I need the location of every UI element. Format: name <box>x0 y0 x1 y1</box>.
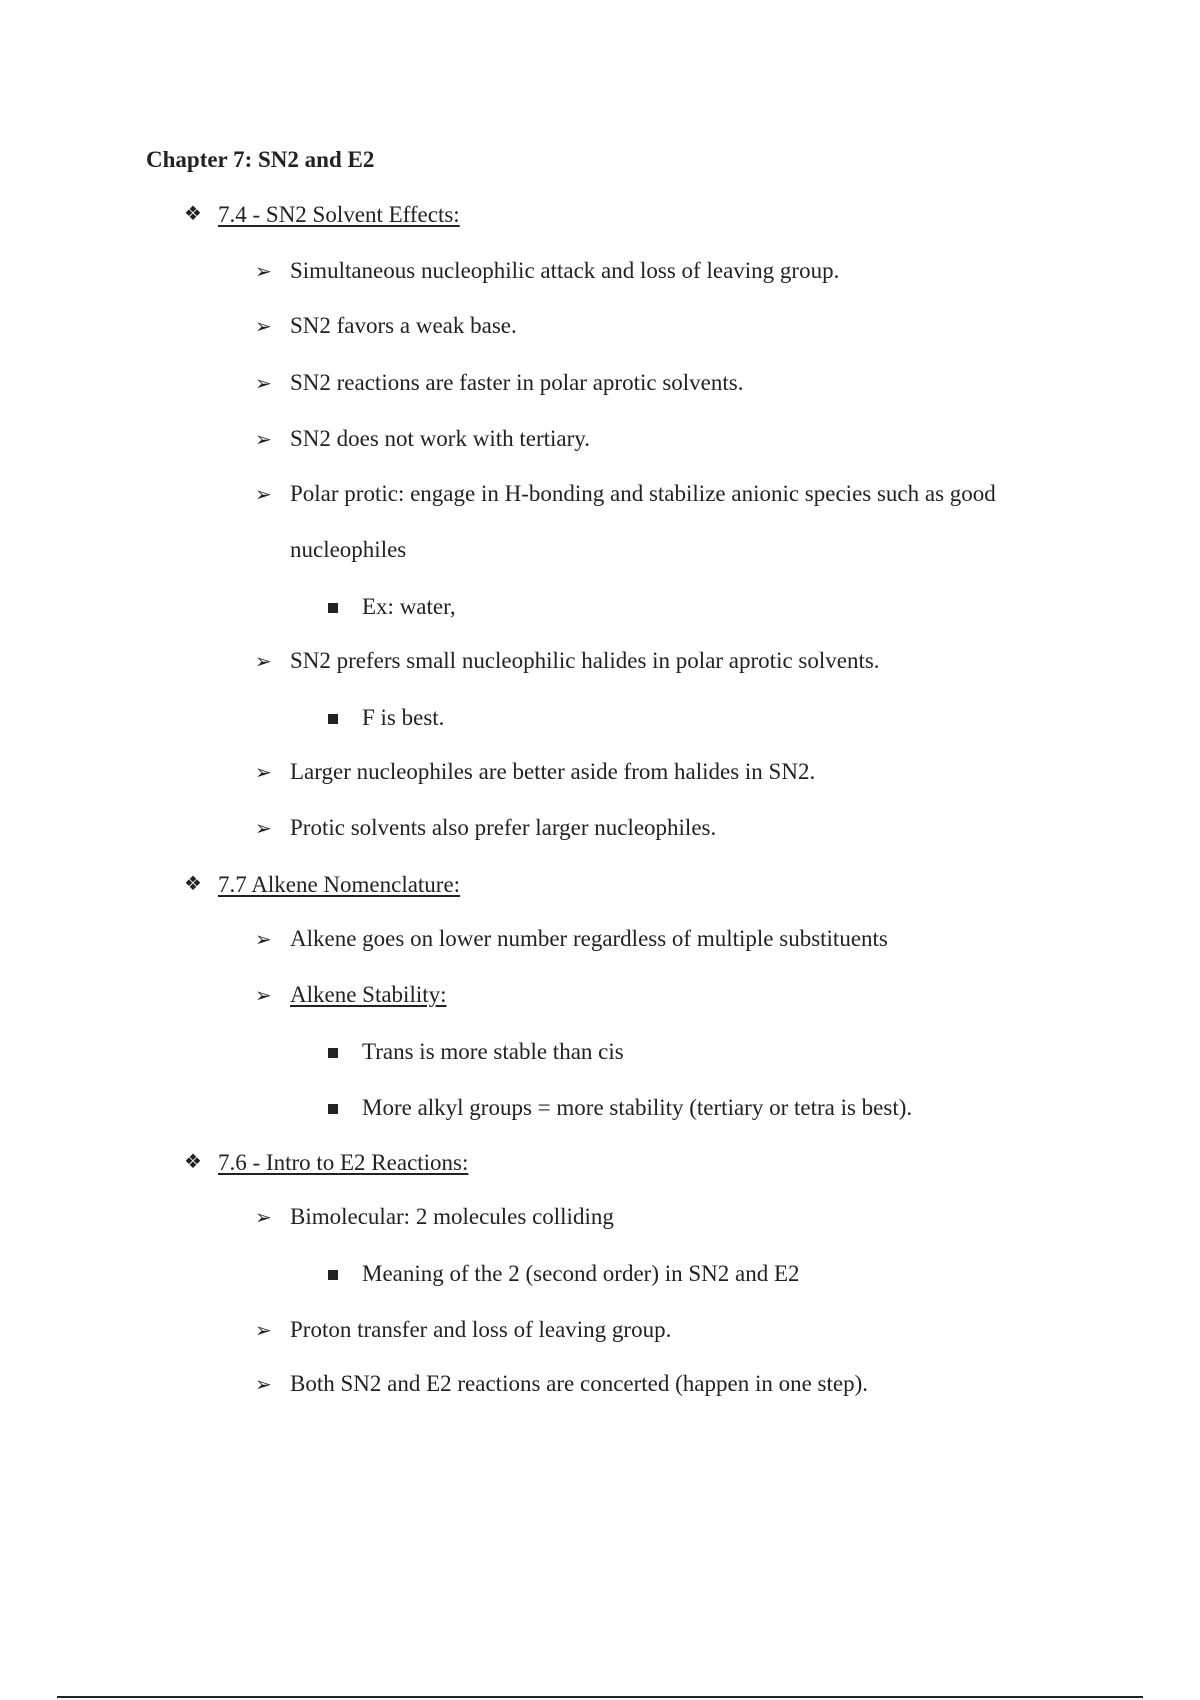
sub-list-item: Ex: water, <box>362 594 456 619</box>
list-item: Protic solvents also prefer larger nucleophiles. <box>290 815 717 840</box>
list-item: Alkene goes on lower number regardless of multiple substituents <box>290 926 888 951</box>
list-item: SN2 favors a weak base. <box>290 313 517 338</box>
arrowhead-bullet-icon: ➢ <box>255 373 272 395</box>
diamond-flower-bullet-icon: ❖ <box>184 203 202 225</box>
section-heading: 7.7 Alkene Nomenclature: <box>218 872 461 897</box>
arrowhead-bullet-icon: ➢ <box>255 1374 272 1396</box>
arrowhead-bullet-icon: ➢ <box>255 985 272 1007</box>
list-item: Both SN2 and E2 reactions are concerted (happen in one step). <box>290 1371 868 1396</box>
footer-rule <box>57 1696 1143 1698</box>
list-item: Simultaneous nucleophilic attack and loss of leaving group. <box>290 258 840 283</box>
list-item: SN2 reactions are faster in polar aprotic solvents. <box>290 370 744 395</box>
list-item: SN2 prefers small nucleophilic halides in polar aprotic solvents. <box>290 648 880 673</box>
list-item: Proton transfer and loss of leaving group. <box>290 1317 672 1342</box>
arrowhead-bullet-icon: ➢ <box>255 484 272 506</box>
square-bullet-icon <box>328 1270 338 1280</box>
list-item-subheading: Alkene Stability: <box>290 982 447 1007</box>
sub-list-item: More alkyl groups = more stability (tertiary or tetra is best). <box>362 1095 913 1120</box>
list-item: Polar protic: engage in H-bonding and stabilize anionic species such as good <box>290 481 996 506</box>
arrowhead-bullet-icon: ➢ <box>255 261 272 283</box>
arrowhead-bullet-icon: ➢ <box>255 429 272 451</box>
section-heading: 7.6 - Intro to E2 Reactions: <box>218 1150 469 1175</box>
arrowhead-bullet-icon: ➢ <box>255 1320 272 1342</box>
square-bullet-icon <box>328 1104 338 1114</box>
sub-list-item: Trans is more stable than cis <box>362 1039 624 1064</box>
sub-list-item: F is best. <box>362 705 445 730</box>
square-bullet-icon <box>328 603 338 613</box>
sub-list-item: Meaning of the 2 (second order) in SN2 and E2 <box>362 1261 800 1286</box>
list-item: SN2 does not work with tertiary. <box>290 426 591 451</box>
list-item-continuation: nucleophiles <box>290 537 407 562</box>
square-bullet-icon <box>328 1048 338 1058</box>
arrowhead-bullet-icon: ➢ <box>255 818 272 840</box>
list-item: Bimolecular: 2 molecules colliding <box>290 1204 614 1229</box>
diamond-flower-bullet-icon: ❖ <box>184 873 202 895</box>
list-item: Larger nucleophiles are better aside from halides in SN2. <box>290 759 816 784</box>
page-title: Chapter 7: SN2 and E2 <box>146 147 375 172</box>
diamond-flower-bullet-icon: ❖ <box>184 1151 202 1173</box>
arrowhead-bullet-icon: ➢ <box>255 316 272 338</box>
arrowhead-bullet-icon: ➢ <box>255 651 272 673</box>
arrowhead-bullet-icon: ➢ <box>255 762 272 784</box>
arrowhead-bullet-icon: ➢ <box>255 929 272 951</box>
arrowhead-bullet-icon: ➢ <box>255 1207 272 1229</box>
section-heading: 7.4 - SN2 Solvent Effects: <box>218 202 460 227</box>
square-bullet-icon <box>328 714 338 724</box>
